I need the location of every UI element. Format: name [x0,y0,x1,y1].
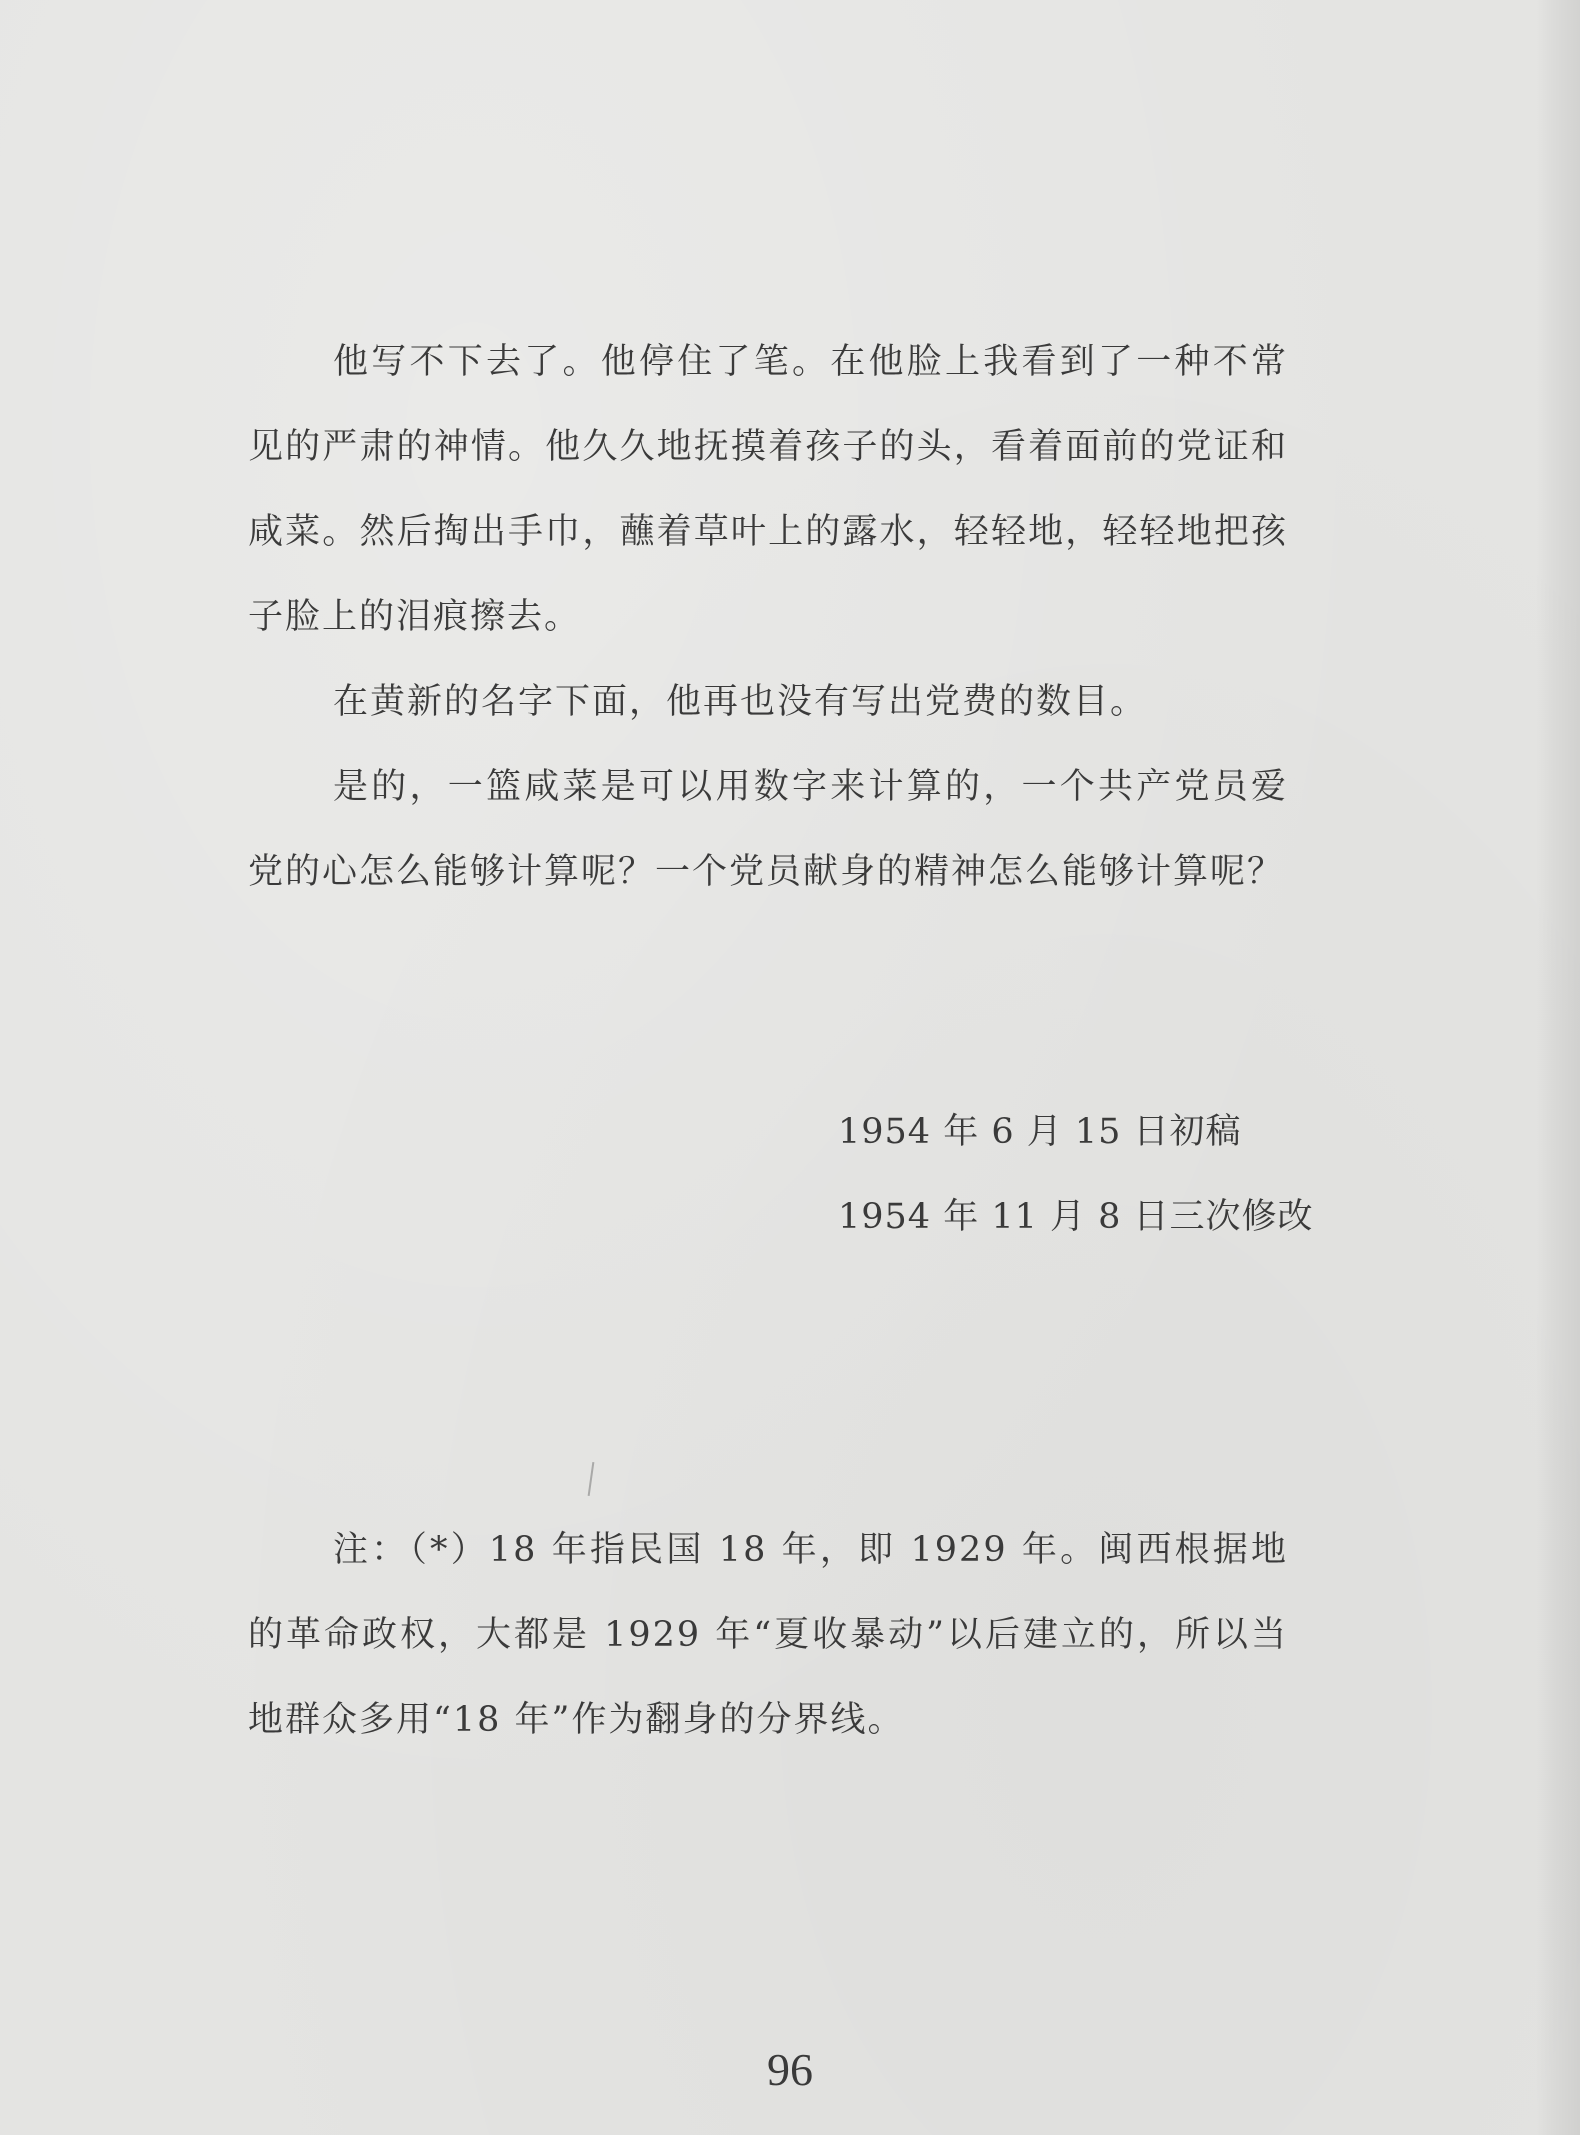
footnote-text: 注：（*）18 年指民国 18 年，即 1929 年。闽西根据地的革命政权，大都是 1929 年“夏收暴动”以后建立的，所以当地群众多用“18 年”作为翻身的分界线。 [248,1530,1288,1740]
paper-mark [588,1462,595,1496]
page-number: 96 [767,2044,813,2095]
main-text [248,320,1288,915]
paragraph-1: 他写不下去了。他停住了笔。在他脸上我看到了一种不常见的严肃的神情。他久久地抚摸着孩子的头，看着面前的党证和咸菜。然后掏出手巾，蘸着草叶上的露水，轻轻地，轻轻地把孩子脸上的泪痕擦去。 [248,342,1288,637]
revision-date: 1954 年 11 月 8 日三次修改 [838,1197,1314,1237]
paragraph-2: 在黄新的名字下面，他再也没有写出党费的数目。 [333,682,1148,722]
footnote [248,1508,1288,1763]
draft-date: 1954 年 6 月 15 日初稿 [838,1112,1242,1152]
date-signature [838,1090,1314,1260]
page-edge-shadow [1536,0,1580,2135]
paragraph-3: 是的，一篮咸菜是可以用数字来计算的，一个共产党员爱党的心怎么能够计算呢？一个党员献身的精神怎么能够计算呢？ [248,767,1288,892]
